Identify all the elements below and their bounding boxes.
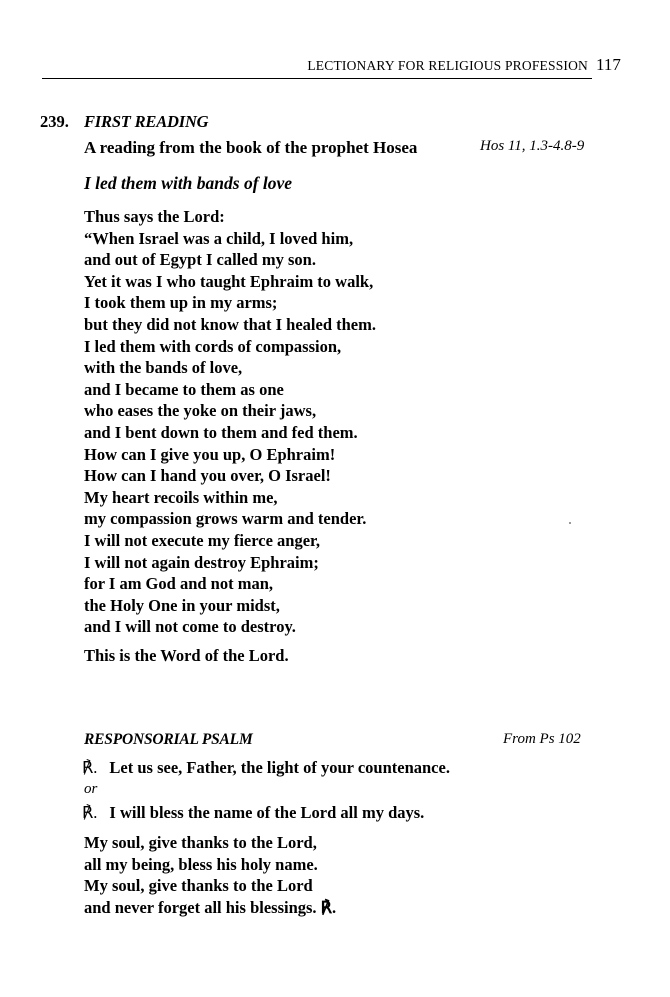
reading-line: and out of Egypt I called my son. xyxy=(84,250,316,270)
reading-title: FIRST READING xyxy=(84,112,209,131)
reading-line: How can I give you up, O Ephraim! xyxy=(84,444,336,464)
psalm-title: RESPONSORIAL PSALM xyxy=(84,731,253,748)
reading-line: “When Israel was a child, I loved him, xyxy=(84,228,354,248)
reading-line: and I became to them as one xyxy=(84,379,284,399)
psalm-line: all my being, bless his holy name. xyxy=(84,854,318,874)
running-head: LECTIONARY FOR RELIGIOUS PROFESSION xyxy=(307,58,588,73)
psalm-line: My soul, give thanks to the Lord, xyxy=(84,833,317,852)
psalm-body xyxy=(84,832,336,918)
reading-intro: A reading from the book of the prophet Hosea xyxy=(84,138,418,157)
reading-line: I took them up in my arms; xyxy=(84,293,278,313)
reading-line: How can I hand you over, O Israel! xyxy=(84,466,331,486)
scan-speck xyxy=(569,522,571,524)
response-symbol: ℟. xyxy=(82,758,98,777)
reading-body xyxy=(84,206,376,638)
reading-line: Thus says the Lord: xyxy=(84,207,225,226)
response-text: I will bless the name of the Lord all my days. xyxy=(109,803,425,822)
reading-line: and I will not come to destroy. xyxy=(84,617,296,637)
reading-line: but they did not know that I healed them. xyxy=(84,314,377,334)
psalm-line: My soul, give thanks to the Lord xyxy=(84,876,313,896)
reading-line: for I am God and not man, xyxy=(84,574,274,594)
reading-line: I led them with cords of compassion, xyxy=(84,336,342,356)
psalm-line: and never forget all his blessings. ℟. xyxy=(84,897,337,917)
reading-line: my compassion grows warm and tender. xyxy=(84,509,367,529)
response-symbol: ℟. xyxy=(82,803,98,822)
reading-line: with the bands of love, xyxy=(84,358,243,378)
reading-line: I will not execute my fierce anger, xyxy=(84,530,320,550)
page-number: 117 xyxy=(596,55,621,74)
or-separator: or xyxy=(84,781,98,797)
reading-line: who eases the yoke on their jaws, xyxy=(84,401,317,421)
reading-line: and I bent down to them and fed them. xyxy=(84,422,358,442)
reading-conclusion: This is the Word of the Lord. xyxy=(84,646,289,665)
psalm-citation: From Ps 102 xyxy=(503,731,581,747)
reading-citation: Hos 11, 1.3-4.8-9 xyxy=(480,138,585,154)
psalm-response-2 xyxy=(82,803,424,823)
reading-line: I will not again destroy Ephraim; xyxy=(84,552,319,572)
header-rule xyxy=(42,78,592,79)
reading-number: 239. xyxy=(40,112,69,131)
reading-line: Yet it was I who taught Ephraim to walk, xyxy=(84,271,374,291)
reading-line: the Holy One in your midst, xyxy=(84,595,280,615)
reading-line: My heart recoils within me, xyxy=(84,487,278,507)
psalm-response-1 xyxy=(82,758,450,778)
response-text: Let us see, Father, the light of your countenance. xyxy=(109,758,450,777)
reading-subtitle: I led them with bands of love xyxy=(84,173,293,193)
